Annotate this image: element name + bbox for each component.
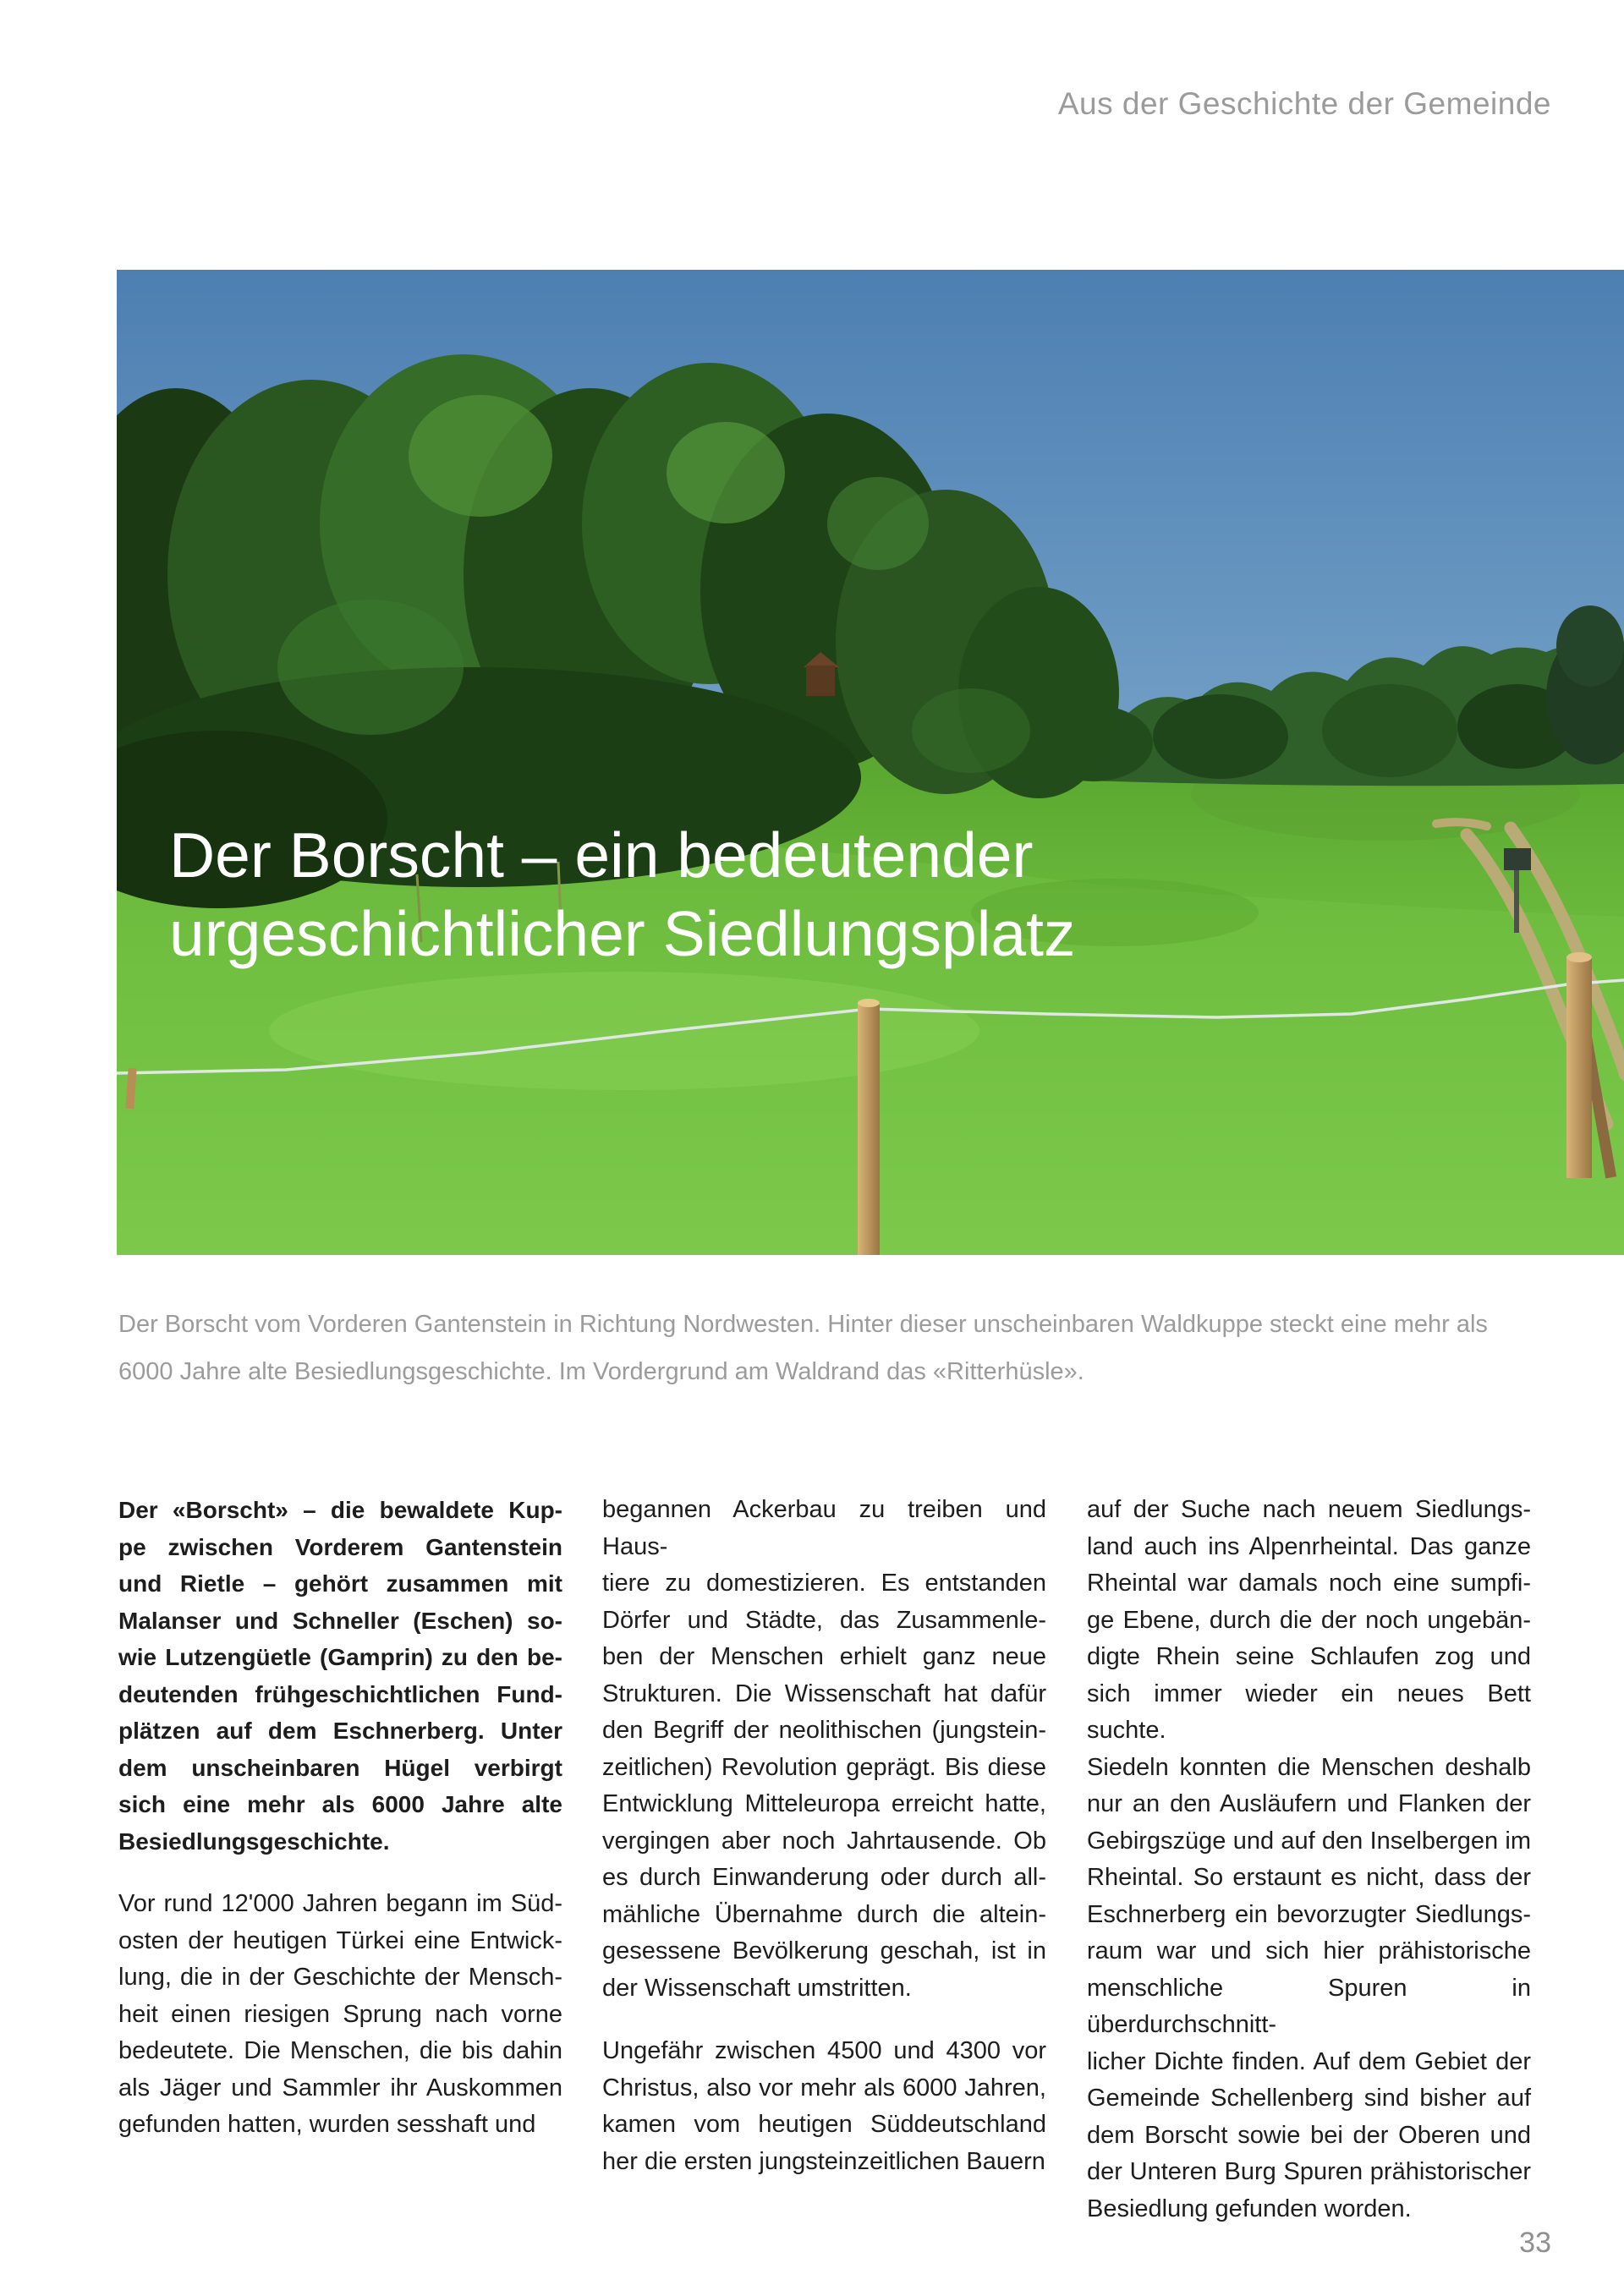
text-line: ben der Menschen erhielt ganz neue bbox=[602, 1643, 1046, 1670]
text-line: tiere zu domestizieren. Es entstanden bbox=[602, 1570, 1046, 1597]
text-line: raum war und sich hier prähistorische bbox=[1087, 1937, 1531, 1964]
body-column-2 bbox=[602, 1492, 1046, 2206]
text-line: osten der heutigen Türkei eine Entwick- bbox=[118, 1926, 562, 1954]
text-line: Vor rund 12'000 Jahren begann im Süd- bbox=[118, 1890, 562, 1917]
body-text bbox=[118, 1492, 1535, 2222]
text-line: sich immer wieder ein neues Bett suchte. bbox=[1087, 1680, 1531, 1744]
page-number: 33 bbox=[1519, 2227, 1551, 2259]
text-line: auf der Suche nach neuem Siedlungs- bbox=[1087, 1496, 1531, 1523]
text-line: Dörfer und Städte, das Zusammenle- bbox=[602, 1606, 1046, 1634]
text-line: es durch Einwanderung oder durch all- bbox=[602, 1864, 1046, 1891]
text-line: pe zwischen Vorderem Gantenstein bbox=[118, 1533, 562, 1560]
running-header: Aus der Geschichte der Gemeinde bbox=[1057, 86, 1551, 121]
text-line: und Rietle – gehört zusammen mit bbox=[118, 1570, 562, 1597]
hero-title-line-1: Der Borscht – ein bedeutender bbox=[169, 819, 1034, 890]
treeline-clump bbox=[1153, 694, 1288, 779]
photo-caption-line-2: 6000 Jahre alte Besiedlungsgeschichte. Im Vordergrund am Waldrand das «Ritterhüsle». bbox=[118, 1358, 1084, 1385]
text-line: der Wissenschaft umstritten. bbox=[602, 1974, 912, 2002]
body-paragraph bbox=[602, 2033, 1046, 2180]
photo-caption-line-1: Der Borscht vom Vorderen Gantenstein in Richtung Nordwesten. Hinter dieser unscheinbaren Waldkuppe steckt eine mehr als bbox=[118, 1311, 1488, 1338]
text-line: dem unscheinbaren Hügel verbirgt bbox=[118, 1754, 562, 1781]
text-line: gesessene Bevölkerung geschah, ist in bbox=[602, 1937, 1046, 1964]
text-line: ge Ebene, durch die der noch ungebän- bbox=[1087, 1606, 1531, 1634]
text-line: Strukturen. Die Wissenschaft hat dafür bbox=[602, 1680, 1046, 1707]
text-line: nur an den Ausläufern und Flanken der bbox=[1087, 1790, 1531, 1817]
text-line: Rheintal war damals noch eine sumpfi- bbox=[1087, 1570, 1531, 1597]
tall-right-tree-top bbox=[1556, 606, 1624, 687]
hero-photo bbox=[117, 270, 1624, 1255]
text-line: lung, die in der Geschichte der Mensch- bbox=[118, 1964, 562, 1991]
text-line: Siedeln konnten die Menschen deshalb bbox=[1087, 1753, 1531, 1781]
text-line: kamen vom heutigen Süddeutschland bbox=[602, 2111, 1046, 2138]
body-paragraph bbox=[118, 1492, 562, 1860]
body-paragraph bbox=[1087, 1492, 1531, 2228]
text-line: Gemeinde Schellenberg sind bisher auf bbox=[1087, 2085, 1531, 2112]
hero-title bbox=[169, 816, 1075, 973]
text-line: menschliche Spuren in überdurchschnitt- bbox=[1087, 1974, 1531, 2038]
text-line: gefunden hatten, wurden sesshaft und bbox=[118, 2111, 536, 2138]
text-line: deutenden frühgeschichtlichen Fund- bbox=[118, 1680, 562, 1707]
body-column-3 bbox=[1087, 1492, 1531, 2254]
text-line: Eschnerberg ein bevorzugter Siedlungs- bbox=[1087, 1900, 1531, 1928]
text-line: mähliche Übernahme durch die altein- bbox=[602, 1900, 1046, 1928]
text-line: Besiedlung gefunden worden. bbox=[1087, 2195, 1412, 2222]
text-line: wie Lutzengüetle (Gamprin) zu den be- bbox=[118, 1644, 562, 1670]
text-line: bedeutete. Die Menschen, die bis dahin bbox=[118, 2037, 562, 2064]
text-line: zeitlichen) Revolution geprägt. Bis diese bbox=[602, 1753, 1046, 1781]
text-line: dem Borscht sowie bei der Oberen und bbox=[1087, 2121, 1531, 2149]
text-line: begannen Ackerbau zu treiben und Haus- bbox=[602, 1496, 1046, 1560]
photo-caption bbox=[118, 1301, 1556, 1395]
text-line: Malanser und Schneller (Eschen) so- bbox=[118, 1607, 562, 1634]
text-line: her die ersten jungsteinzeitlichen Bauern bbox=[602, 2147, 1045, 2175]
text-line: land auch ins Alpenrheintal. Das ganze bbox=[1087, 1532, 1531, 1560]
text-line: als Jäger und Sammler ihr Auskommen bbox=[118, 2074, 562, 2101]
body-paragraph bbox=[602, 1492, 1046, 2007]
text-line: Rheintal. So erstaunt es nicht, dass der bbox=[1087, 1864, 1531, 1891]
text-line: der Unteren Burg Spuren prähistorischer bbox=[1087, 2158, 1531, 2185]
body-column-1 bbox=[118, 1492, 562, 2170]
text-line: Entwicklung Mitteleuropa erreicht hatte, bbox=[602, 1790, 1046, 1817]
text-line: den Begriff der neolithischen (jungstein- bbox=[602, 1717, 1046, 1744]
text-line: heit einen riesigen Sprung nach vorne bbox=[118, 2000, 562, 2028]
hero-photo-illustration bbox=[117, 270, 1624, 1255]
text-line: Der «Borscht» – die bewaldete Kup- bbox=[118, 1497, 562, 1523]
text-line: plätzen auf dem Eschnerberg. Unter bbox=[118, 1718, 562, 1744]
treeline-clump bbox=[1322, 684, 1457, 777]
text-line: Ungefähr zwischen 4500 und 4300 vor bbox=[602, 2037, 1046, 2064]
text-line: digte Rhein seine Schlaufen zog und bbox=[1087, 1643, 1531, 1670]
body-paragraph bbox=[118, 1886, 562, 2144]
fence-post-center bbox=[858, 999, 880, 1255]
hero-title-line-2: urgeschichtlicher Siedlungsplatz bbox=[169, 898, 1076, 969]
text-line: sich eine mehr als 6000 Jahre alte bbox=[118, 1791, 562, 1817]
text-line: vergingen aber noch Jahrtausende. Ob bbox=[602, 1827, 1046, 1855]
text-line: Christus, also vor mehr als 6000 Jahren, bbox=[602, 2074, 1046, 2101]
text-line: licher Dichte finden. Auf dem Gebiet der bbox=[1087, 2047, 1531, 2075]
text-line: Besiedlungsgeschichte. bbox=[118, 1827, 390, 1855]
text-line: Gebirgszüge und auf den Inselbergen im bbox=[1087, 1827, 1531, 1855]
